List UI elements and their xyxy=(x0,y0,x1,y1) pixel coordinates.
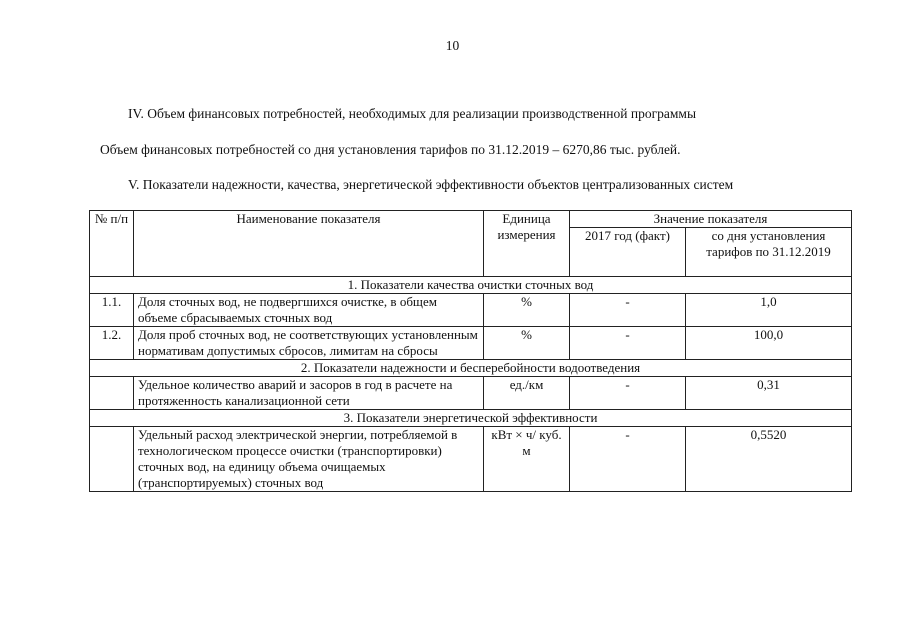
table-row xyxy=(90,327,852,360)
row-num: 1.1. xyxy=(90,294,134,327)
row-tariff: 0,31 xyxy=(686,377,852,410)
table-row xyxy=(90,294,852,327)
financial-needs-statement: Объем финансовых потребностей со дня установления тарифов по 31.12.2019 – 6270,86 тыс. рублей. xyxy=(100,142,681,157)
row-num xyxy=(90,427,134,492)
header-name: Наименование показателя xyxy=(134,211,484,277)
row-name: Удельный расход электрической энергии, потребляемой в технологическом процессе очистки (транспортировки) сточных вод, на единицу объема очищаемых (транспортируемых) сточных вод xyxy=(134,427,484,492)
section-title: 3. Показатели энергетической эффективности xyxy=(90,410,852,427)
header-tariff: со дня установления тарифов по 31.12.2019 xyxy=(686,228,852,277)
section-title: 2. Показатели надежности и бесперебойности водоотведения xyxy=(90,360,852,377)
table-row xyxy=(90,427,852,492)
row-name: Доля проб сточных вод, не соответствующих установленным нормативам допустимых сбросов, лимитам на сбросы xyxy=(134,327,484,360)
row-tariff: 1,0 xyxy=(686,294,852,327)
header-value: Значение показателя xyxy=(570,211,852,228)
row-fact: - xyxy=(570,327,686,360)
row-name: Доля сточных вод, не подвергшихся очистке, в общем объеме сбрасываемых сточных вод xyxy=(134,294,484,327)
row-num xyxy=(90,377,134,410)
section-row xyxy=(90,360,852,377)
section-title: 1. Показатели качества очистки сточных вод xyxy=(90,277,852,294)
row-unit: кВт × ч/ куб. м xyxy=(484,427,570,492)
indicators-table xyxy=(89,210,852,492)
row-unit: ед./км xyxy=(484,377,570,410)
row-fact: - xyxy=(570,427,686,492)
row-unit: % xyxy=(484,327,570,360)
row-unit: % xyxy=(484,294,570,327)
section-row xyxy=(90,277,852,294)
row-fact: - xyxy=(570,377,686,410)
table-header-row xyxy=(90,211,852,228)
row-fact: - xyxy=(570,294,686,327)
table-row xyxy=(90,377,852,410)
page-number: 10 xyxy=(445,38,460,53)
section-heading-financial-needs: IV. Объем финансовых потребностей, необходимых для реализации производственной программы xyxy=(128,106,697,121)
section-heading-indicators: V. Показатели надежности, качества, энергетической эффективности объектов централизованных систем xyxy=(128,177,734,192)
row-tariff: 0,5520 xyxy=(686,427,852,492)
header-num: № п/п xyxy=(90,211,134,277)
header-unit: Единица измерения xyxy=(484,211,570,277)
section-row xyxy=(90,410,852,427)
row-num: 1.2. xyxy=(90,327,134,360)
row-name: Удельное количество аварий и засоров в год в расчете на протяженность канализационной сети xyxy=(134,377,484,410)
header-fact: 2017 год (факт) xyxy=(570,228,686,277)
row-tariff: 100,0 xyxy=(686,327,852,360)
